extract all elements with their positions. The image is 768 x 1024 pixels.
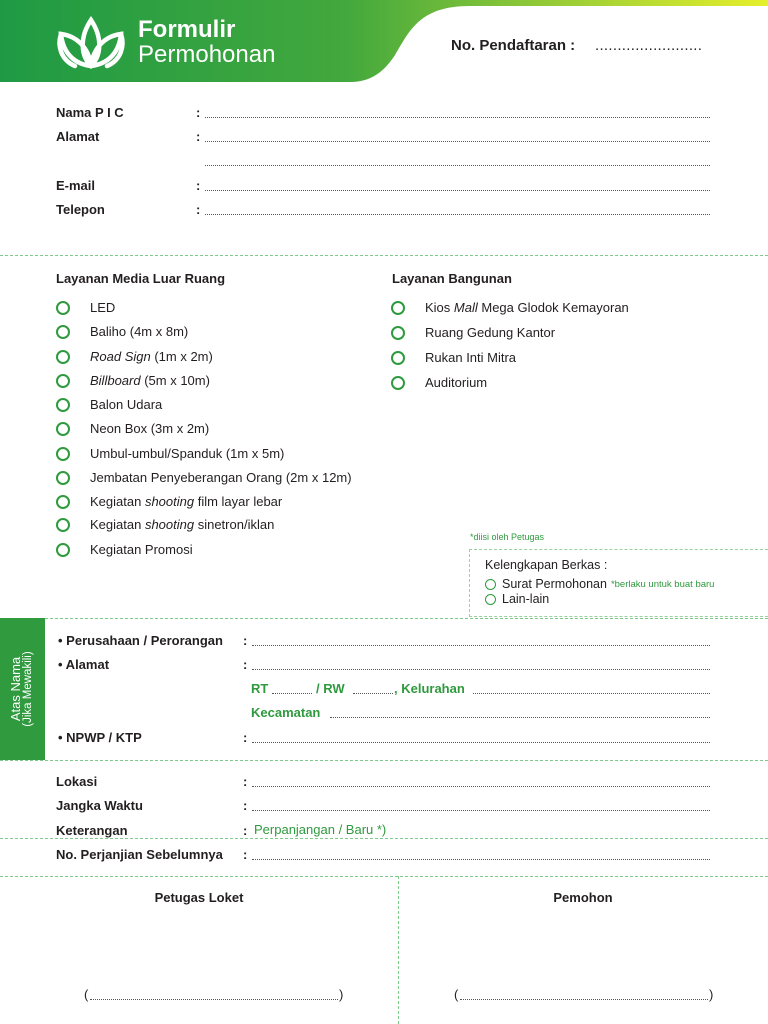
email-label: E-mail — [56, 178, 96, 193]
option-building-3[interactable] — [391, 375, 487, 390]
kelurahan-label: , Kelurahan — [394, 681, 465, 696]
option-label: Kegiatan shooting film layar lebar — [90, 494, 283, 509]
option-label: Road Sign (1m x 2m) — [90, 349, 213, 364]
section-divider — [0, 760, 768, 761]
rep-address-field[interactable] — [252, 669, 710, 670]
duration-field[interactable] — [252, 810, 710, 811]
address-field-line2[interactable] — [205, 165, 710, 166]
section-divider — [0, 255, 768, 256]
option-label: Billboard (5m x 10m) — [90, 373, 210, 388]
section-divider — [0, 618, 768, 619]
pic-name-field[interactable] — [205, 117, 710, 118]
radio-icon — [56, 374, 70, 388]
location-label: Lokasi — [56, 774, 98, 789]
radio-icon — [391, 376, 405, 390]
radio-icon — [56, 325, 70, 339]
radio-icon — [391, 326, 405, 340]
checkbox-surat-permohonan[interactable]: Surat Permohonan *berlaku untuk buat baru — [485, 577, 714, 591]
radio-icon — [391, 301, 405, 315]
counter-officer-label: Petugas Loket — [154, 890, 244, 905]
checkbox-lain-lain[interactable]: Lain-lain — [485, 592, 549, 606]
rt-label: RT — [251, 681, 269, 696]
radio-icon — [56, 495, 70, 509]
registration-number-field[interactable]: ........................ — [595, 37, 703, 54]
company-label: • Perusahaan / Perorangan — [58, 633, 223, 648]
option-label: Kios Mall Mega Glodok Kemayoran — [425, 300, 629, 315]
option-label: Auditorium — [425, 375, 488, 390]
option-outdoor-8[interactable] — [56, 494, 282, 509]
on-behalf-side-label: Atas Nama (Jika Mewakili) — [8, 651, 34, 727]
option-building-0[interactable] — [391, 300, 629, 315]
radio-icon — [56, 398, 70, 412]
officer-note: *diisi oleh Petugas — [470, 532, 545, 542]
npwp-ktp-label: • NPWP / KTP — [58, 730, 142, 745]
outdoor-media-heading: Layanan Media Luar Ruang — [56, 271, 226, 286]
kecamatan-label: Kecamatan — [251, 705, 321, 720]
radio-icon — [56, 471, 70, 485]
option-building-2[interactable] — [391, 350, 516, 365]
remarks-label: Keterangan — [56, 823, 128, 838]
pic-name-label: Nama P I C — [56, 105, 124, 120]
rt-field[interactable] — [272, 693, 312, 694]
rw-field[interactable] — [353, 693, 393, 694]
radio-icon — [56, 350, 70, 364]
option-outdoor-9[interactable] — [56, 517, 274, 532]
radio-icon — [56, 301, 70, 315]
company-field[interactable] — [252, 645, 710, 646]
applicant-signature-field[interactable] — [460, 999, 708, 1000]
option-outdoor-2[interactable] — [56, 349, 213, 364]
option-label: Rukan Inti Mitra — [425, 350, 517, 365]
option-label: Baliho (4m x 8m) — [90, 324, 189, 339]
applicant-label: Pemohon — [553, 890, 613, 905]
option-label: Balon Udara — [90, 397, 163, 412]
option-label: Kegiatan Promosi — [90, 542, 193, 557]
phone-label: Telepon — [56, 202, 105, 217]
option-outdoor-6[interactable] — [56, 446, 284, 461]
address-label: Alamat — [56, 129, 100, 144]
option-outdoor-1[interactable] — [56, 324, 188, 339]
remarks-value[interactable]: Perpanjangan / Baru *) — [254, 822, 387, 837]
option-label: Jembatan Penyeberangan Orang (2m x 12m) — [90, 470, 352, 485]
document-completeness-title: Kelengkapan Berkas : — [485, 558, 608, 572]
option-outdoor-3[interactable] — [56, 373, 210, 388]
option-label: LED — [90, 300, 116, 315]
address-field-line1[interactable] — [205, 141, 710, 142]
phone-field[interactable] — [205, 214, 710, 215]
previous-agreement-field[interactable] — [252, 859, 710, 860]
email-field[interactable] — [205, 190, 710, 191]
form-title-line1: Formulir — [138, 16, 236, 43]
option-label: Ruang Gedung Kantor — [425, 325, 556, 340]
option-building-1[interactable] — [391, 325, 555, 340]
previous-agreement-label: No. Perjanjian Sebelumnya — [56, 847, 223, 862]
duration-label: Jangka Waktu — [56, 798, 143, 813]
form-title-line2: Permohonan — [138, 41, 276, 68]
radio-icon — [56, 518, 70, 532]
npwp-ktp-field[interactable] — [252, 742, 710, 743]
rep-address-label: • Alamat — [58, 657, 110, 672]
radio-icon — [56, 422, 70, 436]
radio-icon — [485, 579, 496, 590]
logo-icon — [55, 16, 127, 70]
registration-number-label: No. Pendaftaran : — [451, 37, 576, 54]
counter-officer-signature-field[interactable] — [90, 999, 338, 1000]
option-outdoor-7[interactable] — [56, 470, 352, 485]
radio-icon — [391, 351, 405, 365]
option-outdoor-4[interactable] — [56, 397, 162, 412]
option-outdoor-10[interactable] — [56, 542, 193, 557]
radio-icon — [485, 594, 496, 605]
rw-label: / RW — [316, 681, 345, 696]
option-outdoor-0[interactable] — [56, 300, 115, 315]
section-divider — [0, 838, 768, 839]
building-services-heading: Layanan Bangunan — [392, 271, 512, 286]
kecamatan-field[interactable] — [330, 717, 710, 718]
kelurahan-field[interactable] — [473, 693, 710, 694]
radio-icon — [56, 447, 70, 461]
option-label: Neon Box (3m x 2m) — [90, 421, 210, 436]
radio-icon — [56, 543, 70, 557]
location-field[interactable] — [252, 786, 710, 787]
option-outdoor-5[interactable] — [56, 421, 209, 436]
section-divider — [0, 876, 768, 877]
option-label: Umbul-umbul/Spanduk (1m x 5m) — [90, 446, 285, 461]
option-label: Kegiatan shooting sinetron/iklan — [90, 517, 275, 532]
